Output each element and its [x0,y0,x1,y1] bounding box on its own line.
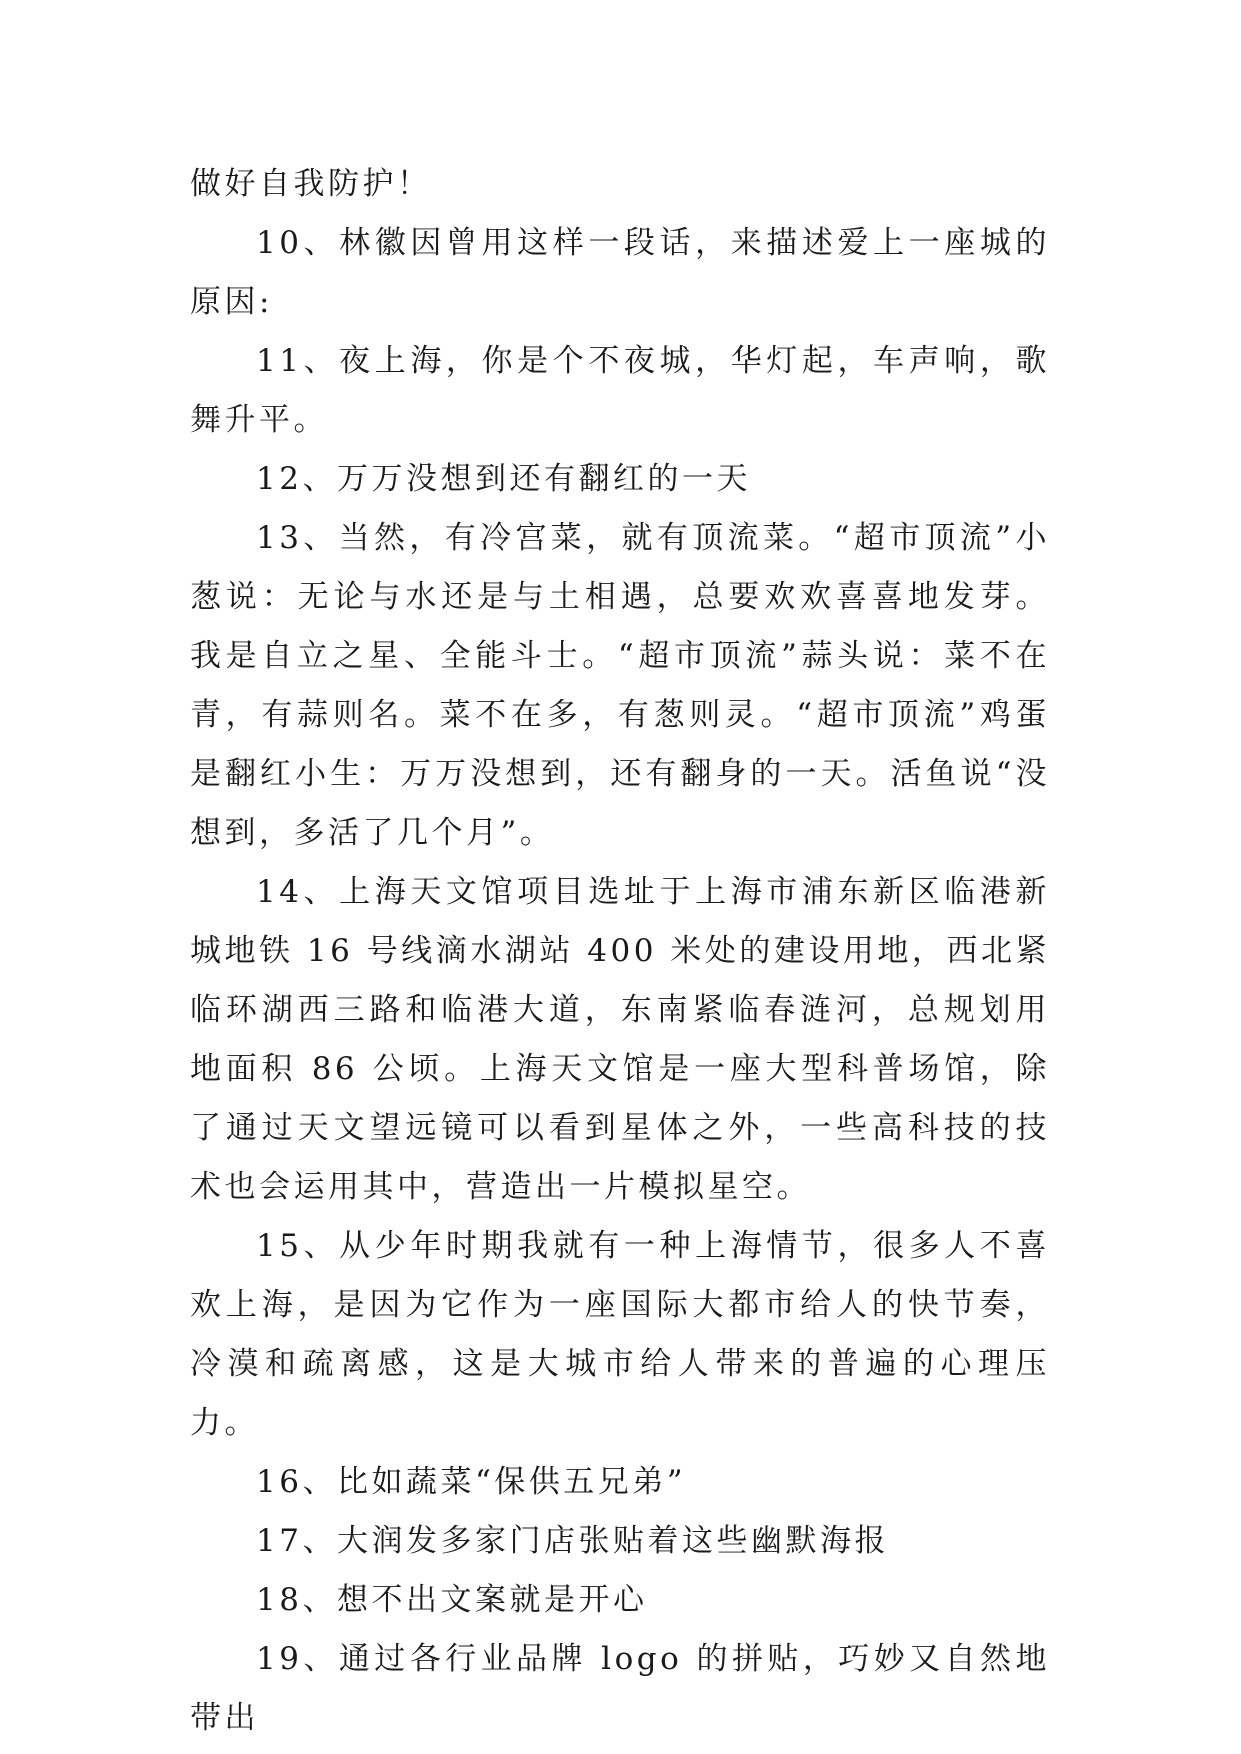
paragraph-item-15: 15、从少年时期我就有一种上海情节，很多人不喜欢上海，是因为它作为一座国际大都市给人的快节奏，冷漠和疏离感，这是大城市给人带来的普遍的心理压力。 [190,1228,1050,1441]
paragraph-item-10: 10、林徽因曾用这样一段话，来描述爱上一座城的原因: [190,225,1050,320]
paragraph-item-17: 17、大润发多家门店张贴着这些幽默海报 [256,1523,889,1559]
paragraph-item-12: 12、万万没想到还有翻红的一天 [256,461,751,497]
paragraph-item-19: 19、通过各行业品牌 logo 的拼贴，巧妙又自然地带出 [190,1641,1050,1736]
paragraph-item-18: 18、想不出文案就是开心 [256,1582,648,1618]
document-body [190,155,1050,1748]
paragraph-item-13: 13、当然，有冷宫菜，就有顶流菜。“超市顶流”小葱说：无论与水还是与土相遇，总要欢欢喜喜地发芽。我是自立之星、全能斗士。“超市顶流”蒜头说：菜不在青，有蒜则名。菜不在多，有葱则灵。“超市顶流”鸡蛋是翻红小生：万万没想到，还有翻身的一天。活鱼说“没想到，多活了几个月”。 [190,520,1050,851]
paragraph-item-16: 16、比如蔬菜“保供五兄弟” [256,1464,687,1500]
paragraph-item-11: 11、夜上海，你是个不夜城，华灯起，车声响，歌舞升平。 [190,343,1050,438]
paragraph-continuation: 做好自我防护！ [190,166,432,202]
paragraph-item-14: 14、上海天文馆项目选址于上海市浦东新区临港新城地铁 16 号线滴水湖站 400 米处的建设用地，西北紧临环湖西三路和临港大道，东南紧临春涟河，总规划用地面积 86 公顷。上海天文馆是一座大型科普场馆，除了通过天文望远镜可以看到星体之外，一些高科技的技术也会运用其中，营造出一片模拟星空。 [190,874,1050,1205]
